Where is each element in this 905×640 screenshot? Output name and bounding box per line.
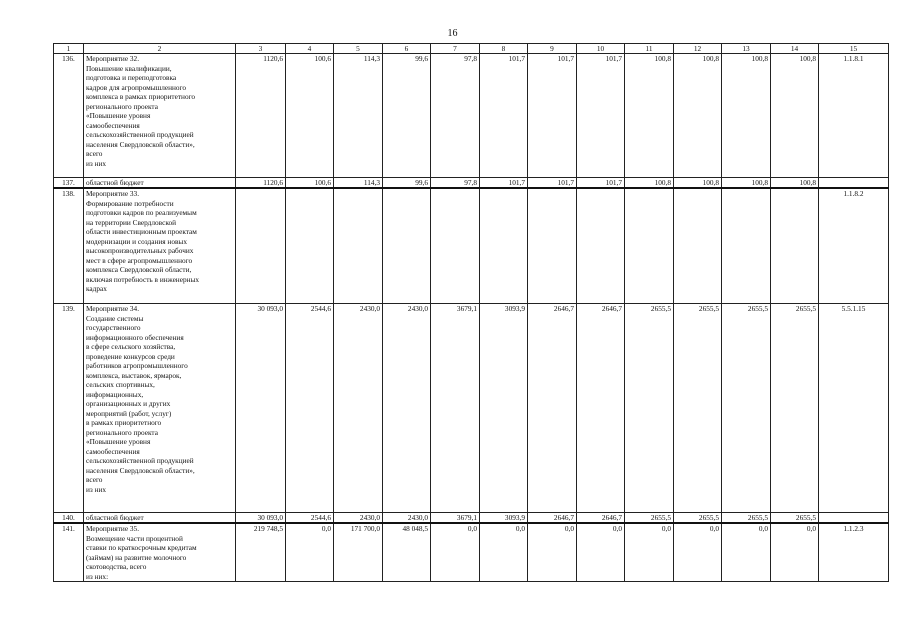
target-code	[819, 178, 889, 189]
row-name: областной бюджет	[86, 513, 144, 522]
row-name-cell	[84, 54, 236, 178]
value-cell	[528, 188, 577, 304]
header-cell: 2	[84, 44, 236, 54]
value-cell: 101,7	[528, 54, 577, 178]
row-number: 138.	[54, 188, 84, 304]
value-cell: 2430,0	[383, 513, 431, 524]
value-cell: 0,0	[722, 523, 771, 582]
value-cell: 101,7	[480, 54, 528, 178]
value-cell	[431, 188, 480, 304]
value-cell: 100,8	[722, 54, 771, 178]
row-number: 139.	[54, 304, 84, 513]
value-cell: 101,7	[528, 178, 577, 189]
value-cell: 100,8	[722, 178, 771, 189]
value-cell: 1120,6	[236, 178, 286, 189]
value-cell: 2646,7	[528, 513, 577, 524]
value-cell: 2655,5	[674, 513, 722, 524]
value-cell: 2655,5	[771, 304, 819, 513]
value-cell: 0,0	[577, 523, 625, 582]
value-cell: 101,7	[577, 54, 625, 178]
header-cell: 3	[236, 44, 286, 54]
row-name: Мероприятие 33. Формирование потребности подготовки кадров по реализуемым на территории Свердловской области инвестиционным проектам модернизации и создания новых высокопроизводительных рабочих мест в сфере агропромышленного комплекса Свердловской области, включая потребность в инженерных кадрах	[86, 189, 200, 293]
value-cell: 2544,6	[286, 304, 334, 513]
header-cell: 11	[625, 44, 674, 54]
header-cell: 9	[528, 44, 577, 54]
row-name-cell	[84, 513, 236, 524]
row-name-cell	[84, 523, 236, 582]
value-cell: 100,8	[625, 178, 674, 189]
value-cell: 101,7	[480, 178, 528, 189]
table-row	[54, 178, 889, 189]
value-cell: 0,0	[771, 523, 819, 582]
value-cell	[771, 188, 819, 304]
value-cell: 3093,9	[480, 304, 528, 513]
value-cell	[334, 188, 383, 304]
value-cell: 97,8	[431, 54, 480, 178]
row-name: Мероприятие 35. Возмещение части процентной ставки по краткосрочным кредитам (займам) на развитие молочного скотоводства, всего из них:	[86, 524, 197, 581]
table-row	[54, 304, 889, 513]
row-number: 140.	[54, 513, 84, 524]
value-cell: 2655,5	[722, 513, 771, 524]
value-cell: 100,8	[771, 54, 819, 178]
target-code	[819, 513, 889, 524]
value-cell: 2655,5	[771, 513, 819, 524]
value-cell	[480, 188, 528, 304]
value-cell: 2430,0	[383, 304, 431, 513]
value-cell: 3093,9	[480, 513, 528, 524]
target-code: 1.1.8.1	[819, 54, 889, 178]
value-cell	[383, 188, 431, 304]
value-cell: 0,0	[286, 523, 334, 582]
row-name: областной бюджет	[86, 178, 144, 187]
value-cell: 97,8	[431, 178, 480, 189]
table-row	[54, 523, 889, 582]
value-cell: 99,6	[383, 54, 431, 178]
value-cell: 114,3	[334, 178, 383, 189]
header-cell: 14	[771, 44, 819, 54]
value-cell: 30 093,0	[236, 513, 286, 524]
header-cell: 1	[54, 44, 84, 54]
row-number: 136.	[54, 54, 84, 178]
value-cell: 3679,1	[431, 513, 480, 524]
value-cell: 114,3	[334, 54, 383, 178]
value-cell: 48 048,5	[383, 523, 431, 582]
value-cell: 100,8	[625, 54, 674, 178]
header-cell: 15	[819, 44, 889, 54]
value-cell: 1120,6	[236, 54, 286, 178]
header-cell: 5	[334, 44, 383, 54]
value-cell: 100,8	[674, 54, 722, 178]
header-cell: 13	[722, 44, 771, 54]
value-cell	[674, 188, 722, 304]
page-number: 16	[447, 28, 458, 39]
value-cell: 99,6	[383, 178, 431, 189]
row-name-cell	[84, 188, 236, 304]
value-cell	[236, 188, 286, 304]
value-cell	[577, 188, 625, 304]
value-cell: 2655,5	[722, 304, 771, 513]
target-code: 5.5.1.15	[819, 304, 889, 513]
table-row	[54, 188, 889, 304]
header-cell: 12	[674, 44, 722, 54]
value-cell: 0,0	[528, 523, 577, 582]
value-cell	[625, 188, 674, 304]
value-cell: 2646,7	[577, 304, 625, 513]
row-name: Мероприятие 34. Создание системы государственного информационного обеспечения в сфере сельского хозяйства, проведение конкурсов среди работников агропромышленного комплекса, выставок, ярмарок, сельских спортивных, информационных, организационных и других мероприятий (работ, услуг) в рамках приоритетного регионального проекта «Повышение уровня самообеспечения сельскохозяйственной продукцией населения Свердловской области», всего из них	[86, 304, 195, 494]
value-cell: 2430,0	[334, 304, 383, 513]
value-cell: 171 700,0	[334, 523, 383, 582]
value-cell: 100,8	[771, 178, 819, 189]
value-cell: 2646,7	[528, 304, 577, 513]
value-cell: 2646,7	[577, 513, 625, 524]
budget-table	[53, 43, 889, 582]
row-name-cell	[84, 304, 236, 513]
header-cell: 6	[383, 44, 431, 54]
value-cell: 100,6	[286, 178, 334, 189]
header-cell: 8	[480, 44, 528, 54]
value-cell: 2544,6	[286, 513, 334, 524]
value-cell: 100,8	[674, 178, 722, 189]
header-cell: 7	[431, 44, 480, 54]
value-cell: 2655,5	[625, 304, 674, 513]
value-cell: 0,0	[674, 523, 722, 582]
row-name: Мероприятие 32. Повышение квалификации, подготовка и переподготовка кадров для агропромышленного комплекса в рамках приоритетного регионального проекта «Повышение уровня самообеспечения сельскохозяйственной продукцией населения Свердловской области», всего из них	[86, 54, 196, 168]
target-code: 1.1.8.2	[819, 188, 889, 304]
value-cell: 2655,5	[674, 304, 722, 513]
value-cell: 101,7	[577, 178, 625, 189]
row-name-cell	[84, 178, 236, 189]
value-cell: 100,6	[286, 54, 334, 178]
table-row	[54, 54, 889, 178]
value-cell: 2430,0	[334, 513, 383, 524]
target-code: 1.1.2.3	[819, 523, 889, 582]
value-cell: 3679,1	[431, 304, 480, 513]
value-cell: 0,0	[480, 523, 528, 582]
value-cell: 30 093,0	[236, 304, 286, 513]
value-cell: 2655,5	[625, 513, 674, 524]
header-cell: 10	[577, 44, 625, 54]
row-number: 137.	[54, 178, 84, 189]
header-cell: 4	[286, 44, 334, 54]
value-cell: 219 748,5	[236, 523, 286, 582]
value-cell: 0,0	[625, 523, 674, 582]
row-number: 141.	[54, 523, 84, 582]
header-row	[54, 44, 889, 54]
value-cell	[722, 188, 771, 304]
value-cell	[286, 188, 334, 304]
table-row	[54, 513, 889, 524]
value-cell: 0,0	[431, 523, 480, 582]
